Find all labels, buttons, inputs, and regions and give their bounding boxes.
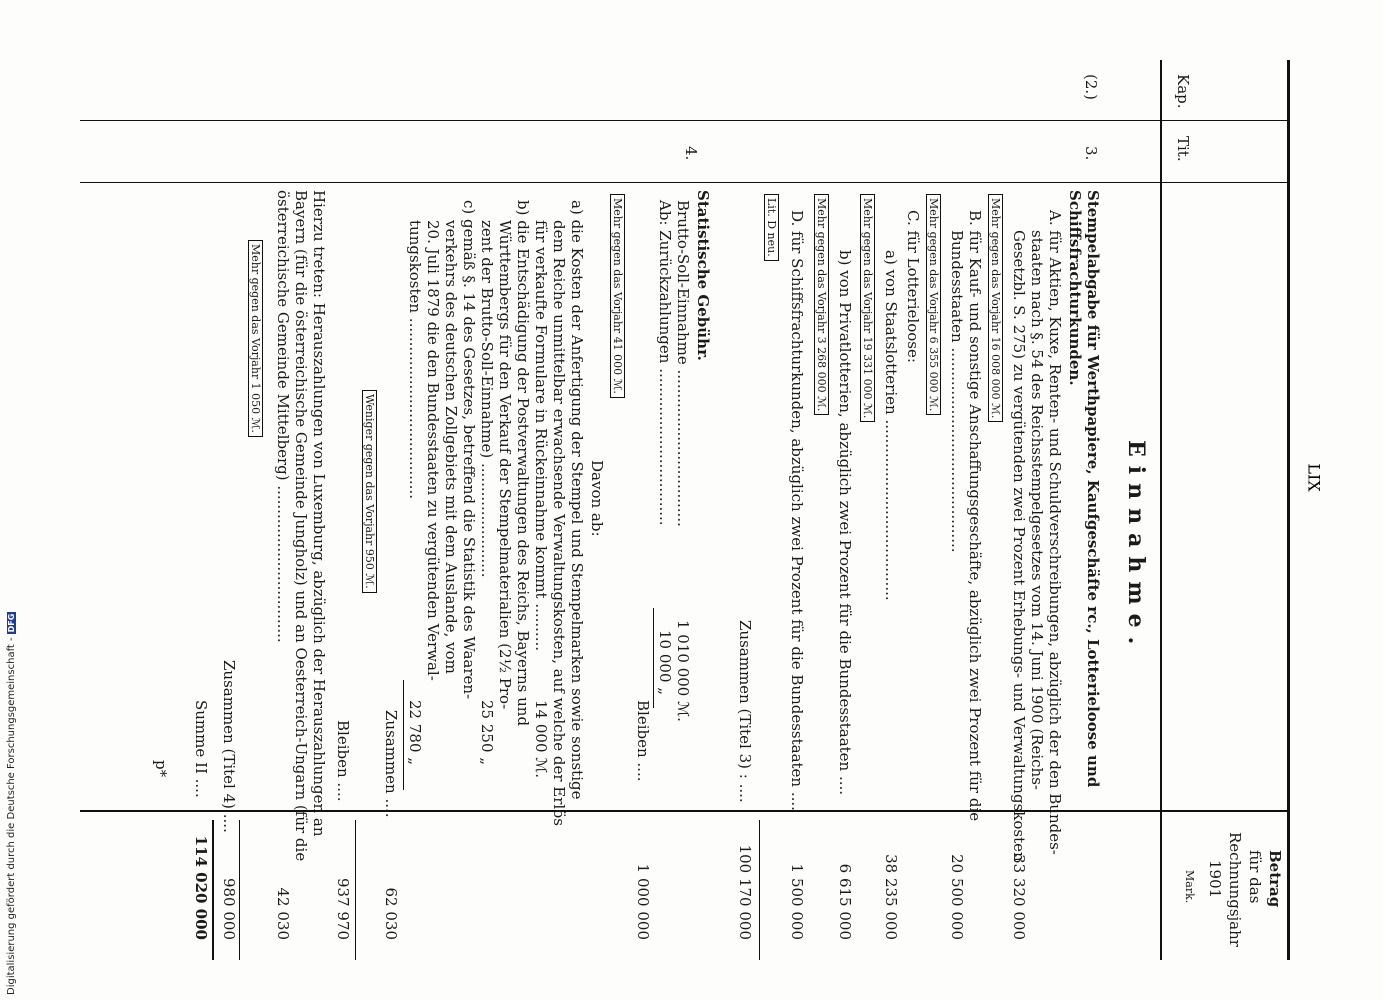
titel-4-total-label: Zusammen (Titel 4) .... — [220, 660, 238, 833]
titel-4-abzug-amount: 10 000 „ — [656, 630, 674, 696]
summe-rule — [212, 820, 214, 960]
summe-label: Summe II .... — [192, 700, 210, 798]
titel-4-total-amount: 980 000 — [220, 877, 238, 940]
titel-4-dc-4: tungskosten ...................................... — [406, 220, 424, 499]
titel-4-mehr — [246, 240, 264, 437]
titel-4-db-1: b) die Entschädigung der Postverwaltungen des Reichs, Bayerns und — [514, 200, 532, 727]
titel-3-cb-amount: 6 615 000 — [836, 863, 854, 940]
betrag-header: Betrag — [1266, 850, 1284, 908]
titel-3-ca-note-text: Mehr gegen das Vorjahr 19 331 000 ℳ. — [860, 194, 875, 422]
titel-4-dc-amount: 22 780 „ — [406, 700, 424, 766]
hierzu-2: Bayern (für die österreichische Gemeinde Jungholz) und an Oesterreich-Ungarn (für die — [292, 190, 310, 862]
titel-3-a-amount: 33 320 000 — [1010, 854, 1028, 940]
titel-4-heading: Statistische Gebühr. — [694, 190, 712, 361]
titel-3-heading: Stempelabgabe für Werthpapiere, Kaufgeschäfte rc., Lotterieloose und Schiffsfrachturkunden. — [1066, 190, 1102, 788]
summe-amount: 114 020 000 — [192, 835, 210, 940]
kap-divider — [80, 120, 1290, 121]
tit-divider — [80, 182, 1290, 183]
betrag-header-2: für das — [1246, 850, 1264, 904]
titel-3-c: C. für Lotterieloose: — [904, 210, 922, 363]
titel-3-a: A. für Aktien, Kuxe, Renten- und Schuldverschreibungen, abzüglich der den Bundes- — [1046, 210, 1064, 855]
titel-4-dc-3: 20. Juli 1879 die den Bundesstaaten zu vergütenden Verwal- — [424, 220, 442, 681]
margin-note-text: Digitalisierung gefördert durch die Deutsche Forschungsgemeinschaft - — [6, 637, 17, 995]
titel-4-bleiben2-amount: 937 970 — [334, 877, 352, 940]
titel-3-b-2: Bundesstaaten ........................................... — [948, 230, 966, 553]
titel-3-d-note — [762, 194, 780, 261]
section-title: Einnahme. — [1123, 440, 1149, 654]
titel-4-total-rule — [239, 820, 240, 960]
kap-value: (2.) — [1082, 74, 1100, 101]
titel-4-abzug: Ab: Zurückzahlungen ................................. — [656, 200, 674, 526]
titel-3-b-note-text: Mehr gegen das Vorjahr 6 355 000 ℳ. — [926, 194, 941, 415]
dfg-logo: DFG — [7, 613, 16, 633]
betrag-header-4: 1901 — [1206, 860, 1224, 899]
titel-3-ca: a) von Staatslotterien ...................................... — [882, 250, 900, 601]
titel-4-bleiben-amount: 1 000 000 — [634, 863, 652, 940]
hierzu-3: österreichische Gemeinde Mittelberg) ................................. — [274, 190, 292, 643]
titel-3-d-amount: 1 500 000 — [788, 863, 806, 940]
titel-4-bleiben2: Bleiben .... — [334, 720, 352, 802]
titel-4-weniger-text: Weniger gegen das Vorjahr 950 ℳ. — [362, 390, 377, 593]
titel-4-brutto-amount: 1 010 000 ℳ. — [674, 620, 692, 722]
titel-4-da-2: dem Reiche unmittelbar erwachsende Verwaltungskosten, auf welche der Erlös — [550, 220, 568, 826]
titel-4-da-amount: 14 000 ℳ. — [532, 700, 550, 779]
amount-divider — [80, 810, 1290, 812]
titel-3-total-amount: 100 170 000 — [736, 844, 754, 940]
titel-4-da-1: a) die Kosten der Anfertigung der Stempel und Stempelmarken sowie sonstige — [568, 200, 586, 800]
titel-3-number: 3. — [1082, 146, 1100, 161]
tit-header: Tit. — [1174, 136, 1192, 162]
titel-3-total-rule — [759, 820, 760, 960]
titel-3-d: D. für Schiffsfrachturkunden, abzüglich zwei Prozent für die Bundesstaaten .... — [788, 210, 806, 811]
titel-4-davon: Davon ab: — [588, 460, 606, 537]
titel-4-mehr-text: Mehr gegen das Vorjahr 1 050 ℳ. — [248, 240, 263, 437]
titel-4-number: 4. — [682, 146, 700, 161]
titel-4-dc-1: c) gemäß §. 14 des Gesetzes, betreffend die Statistik des Waaren- — [460, 200, 478, 700]
titel-3-total-label: Zusammen (Titel 3) : .... — [736, 620, 754, 803]
titel-4-zus-label: Zusammen .... — [382, 710, 400, 818]
bleiben2-rule — [355, 820, 356, 960]
titel-3-cb-note-text: Mehr gegen das Vorjahr 3 268 000 ℳ. — [814, 194, 829, 415]
kap-header: Kap. — [1174, 74, 1192, 109]
titel-3-b-note — [924, 194, 942, 415]
margin-note — [6, 612, 17, 995]
titel-4-brutto: Brutto-Soll-Einnahme ................................. — [674, 200, 692, 527]
titel-4-note-text: Mehr gegen das Vorjahr 41 000 ℳ. — [610, 194, 625, 398]
titel-3-a-2: staaten nach §. 54 des Reichsstempelgesetzes vom 14. Juni 1900 (Reichs- — [1028, 230, 1046, 790]
rotated-table — [80, 60, 1290, 960]
titel-3-a-note-text: Mehr gegen das Vorjahr 16 008 000 ℳ. — [988, 194, 1003, 422]
top-border — [1287, 60, 1290, 960]
titel-3-d-note-text: Lit. D neu. — [764, 194, 779, 261]
hierzu-1: Hierzu treten: Herauszahlungen von Luxemburg, abzüglich der Herauszahlungen an — [310, 190, 328, 837]
titel-3-a-note — [986, 194, 1004, 422]
titel-4-db-amount: 25 250 „ — [478, 700, 496, 766]
titel-3-b: B. für Kauf- und sonstige Anschaffungsgeschäfte, abzüglich zwei Prozent für die — [966, 210, 984, 822]
titel-4-da-3: für verkaufte Formulare in Rückeinnahme kommt .......... — [532, 220, 550, 652]
titel-4-zus-amount: 62 030 — [382, 887, 400, 940]
titel-3-ca-note — [858, 194, 876, 422]
titel-4-db-2: Württembergs für den Verkauf der Stempelmaterialien (2½ Pro- — [496, 220, 514, 710]
header-separator — [1160, 60, 1162, 960]
titel-3-cb: b) von Privatlotterien, abzüglich zwei Prozent für die Bundesstaaten .... — [836, 250, 854, 796]
titel-4-dc-rule — [403, 680, 404, 790]
titel-4-abzug-rule — [653, 608, 654, 708]
titel-3-b-amount: 20 500 000 — [948, 854, 966, 940]
titel-4-bleiben: Bleiben .... — [634, 700, 652, 782]
titel-4-weniger — [360, 390, 378, 593]
titel-4-dc-2: verkehrs des deutschen Zollgebiets mit dem Auslande, vom — [442, 220, 460, 674]
hierzu-amount: 42 030 — [274, 887, 292, 940]
titel-4-db-3: zent der Brutto-Soll-Einnahme) ........................ — [478, 220, 496, 578]
titel-3-cb-note — [812, 194, 830, 415]
titel-4-note — [608, 194, 626, 398]
page-number: LIX — [1304, 463, 1324, 492]
titel-3-a-3: Gesetzbl. S. 275) zu vergütenden zwei Prozent Erhebungs- und Verwaltungskosten — [1010, 230, 1028, 862]
unit-header: Mark. — [1183, 870, 1196, 904]
titel-3-ca-amount: 38 235 000 — [882, 854, 900, 940]
footer-signature: p* — [152, 760, 170, 778]
betrag-header-3: Rechnungsjahr — [1226, 832, 1244, 947]
